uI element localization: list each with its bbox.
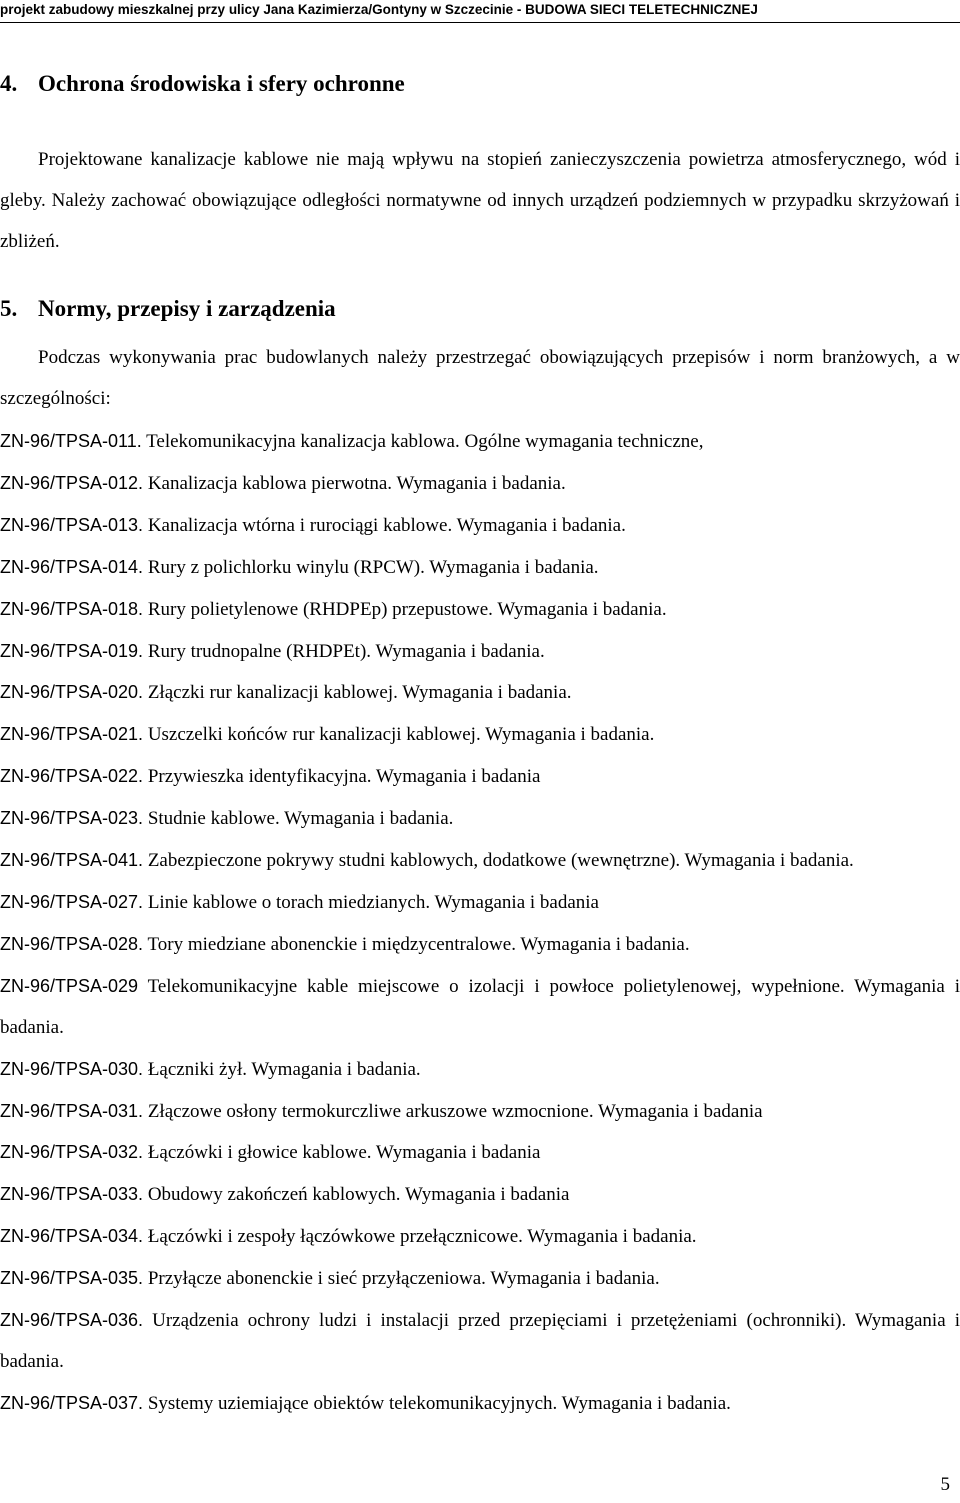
- norm-item: [0, 631, 960, 673]
- norm-title: Kanalizacja wtórna i rurociągi kablowe. Wymagania i badania.: [143, 514, 626, 536]
- norm-item: [0, 547, 960, 589]
- norm-title: Przyłącze abonenckie i sieć przyłączeniowa. Wymagania i badania.: [143, 1268, 660, 1290]
- norm-code: ZN-96/TPSA-032.: [0, 1142, 144, 1163]
- norm-code: ZN-96/TPSA-029: [0, 975, 139, 996]
- norm-title: Przywieszka identyfikacyjna. Wymagania i badania: [143, 766, 541, 788]
- norm-code: ZN-96/TPSA-035.: [0, 1268, 144, 1289]
- norm-item: [0, 672, 960, 714]
- norm-title: Łączówki i zespoły łączówkowe przełącznicowe. Wymagania i badania.: [143, 1226, 697, 1248]
- norm-code: ZN-96/TPSA-014.: [0, 556, 144, 577]
- norm-code: ZN-96/TPSA-034.: [0, 1226, 144, 1247]
- norm-item: [0, 1049, 960, 1091]
- norm-item: [0, 756, 960, 798]
- norm-title: Systemy uziemiające obiektów telekomunikacyjnych. Wymagania i badania.: [143, 1392, 731, 1414]
- norm-item: [0, 1216, 960, 1258]
- section-5-heading: [0, 295, 336, 323]
- document-header: projekt zabudowy mieszkalnej przy ulicy Jana Kazimierza/Gontyny w Szczecinie - BUDOWA SIECI TELETECHNICZNEJ: [0, 2, 758, 17]
- norm-title: Telekomunikacyjna kanalizacja kablowa. Ogólne wymagania techniczne,: [141, 431, 704, 452]
- norm-item: [0, 798, 960, 840]
- norm-item: [0, 1258, 960, 1300]
- norm-code: ZN-96/TPSA-033.: [0, 1184, 144, 1205]
- norm-item: [0, 1132, 960, 1174]
- norm-title: Rury z polichlorku winylu (RPCW). Wymagania i badania.: [143, 556, 599, 578]
- norm-title: Telekomunikacyjne kable miejscowe o izolacji i powłoce polietylenowej, wypełnione. Wymagania i badania.: [0, 975, 960, 1038]
- section-4-title: Ochrona środowiska i sfery ochronne: [38, 71, 405, 96]
- norms-list: [0, 421, 960, 1425]
- norm-title: Złączowe osłony termokurczliwe arkuszowe wzmocnione. Wymagania i badania: [143, 1100, 763, 1122]
- norm-code: ZN-96/TPSA-011.: [0, 431, 142, 451]
- norm-item: [0, 1300, 960, 1383]
- norm-code: ZN-96/TPSA-012.: [0, 472, 144, 493]
- norm-title: Tory miedziane abonenckie i międzycentralowe. Wymagania i badania.: [143, 933, 690, 955]
- norm-title: Zabezpieczone pokrywy studni kablowych, dodatkowe (wewnętrzne). Wymagania i badania.: [143, 850, 854, 872]
- section-4-heading: [0, 70, 405, 98]
- norm-item: [0, 1383, 960, 1425]
- norm-title: Urządzenia ochrony ludzi i instalacji przed przepięciami i przetężeniami (ochronniki). Wymagania i badania.: [0, 1310, 960, 1372]
- norm-code: ZN-96/TPSA-028.: [0, 933, 144, 954]
- norm-title: Złączki rur kanalizacji kablowej. Wymagania i badania.: [143, 682, 572, 704]
- section-5-number: 5.: [0, 296, 18, 321]
- norm-title: Studnie kablowe. Wymagania i badania.: [143, 808, 454, 830]
- norm-code: ZN-96/TPSA-041.: [0, 850, 144, 871]
- norm-title: Łączniki żył. Wymagania i badania.: [143, 1058, 421, 1080]
- norm-code: ZN-96/TPSA-037.: [0, 1392, 144, 1413]
- norm-code: ZN-96/TPSA-022.: [0, 766, 144, 787]
- norm-item: [0, 882, 960, 924]
- norm-code: ZN-96/TPSA-023.: [0, 808, 144, 829]
- norm-title: Rury polietylenowe (RHDPEp) przepustowe. Wymagania i badania.: [143, 598, 667, 620]
- norm-item: [0, 966, 960, 1049]
- norm-code: ZN-96/TPSA-021.: [0, 724, 144, 745]
- norm-code: ZN-96/TPSA-030.: [0, 1058, 144, 1079]
- norm-code: ZN-96/TPSA-036.: [0, 1310, 144, 1331]
- norm-code: ZN-96/TPSA-019.: [0, 640, 144, 661]
- section-4-number: 4.: [0, 71, 18, 96]
- norm-code: ZN-96/TPSA-020.: [0, 682, 144, 703]
- norm-title: Kanalizacja kablowa pierwotna. Wymagania i badania.: [143, 472, 566, 494]
- norm-code: ZN-96/TPSA-018.: [0, 598, 144, 619]
- page-number: 5: [940, 1474, 950, 1495]
- norm-item: [0, 714, 960, 756]
- section-5-intro-text: Podczas wykonywania prac budowlanych należy przestrzegać obowiązujących przepisów i norm branżowych, a w szczególności:: [0, 347, 960, 409]
- norm-title: Obudowy zakończeń kablowych. Wymagania i badania: [143, 1184, 570, 1206]
- norm-item: [0, 1174, 960, 1216]
- section-4-paragraph: [0, 139, 960, 262]
- norm-item: [0, 463, 960, 505]
- section-5-title: Normy, przepisy i zarządzenia: [38, 296, 336, 321]
- norm-item: [0, 924, 960, 966]
- norm-title: Rury trudnopalne (RHDPEt). Wymagania i badania.: [143, 640, 545, 662]
- section-4-text: Projektowane kanalizacje kablowe nie mają wpływu na stopień zanieczyszczenia powietrza atmosferycznego, wód i gleby. Należy zachować obowiązujące odległości normatywne od innych urządzeń podziemnych w przypadku skrzyżowań i zbliżeń.: [0, 149, 960, 252]
- norm-code: ZN-96/TPSA-013.: [0, 514, 144, 535]
- norm-item: [0, 1091, 960, 1133]
- norm-title: Linie kablowe o torach miedzianych. Wymagania i badania: [143, 891, 599, 913]
- norm-code: ZN-96/TPSA-031.: [0, 1100, 144, 1121]
- norm-item: [0, 589, 960, 631]
- header-divider: [0, 22, 960, 23]
- norm-item: [0, 421, 960, 463]
- norm-code: ZN-96/TPSA-027.: [0, 891, 144, 912]
- section-5-intro: [0, 337, 960, 419]
- norm-title: Łączówki i głowice kablowe. Wymagania i badania: [143, 1142, 541, 1164]
- norm-title: Uszczelki końców rur kanalizacji kablowej. Wymagania i badania.: [143, 724, 655, 746]
- norm-item: [0, 505, 960, 547]
- norm-item: [0, 840, 960, 882]
